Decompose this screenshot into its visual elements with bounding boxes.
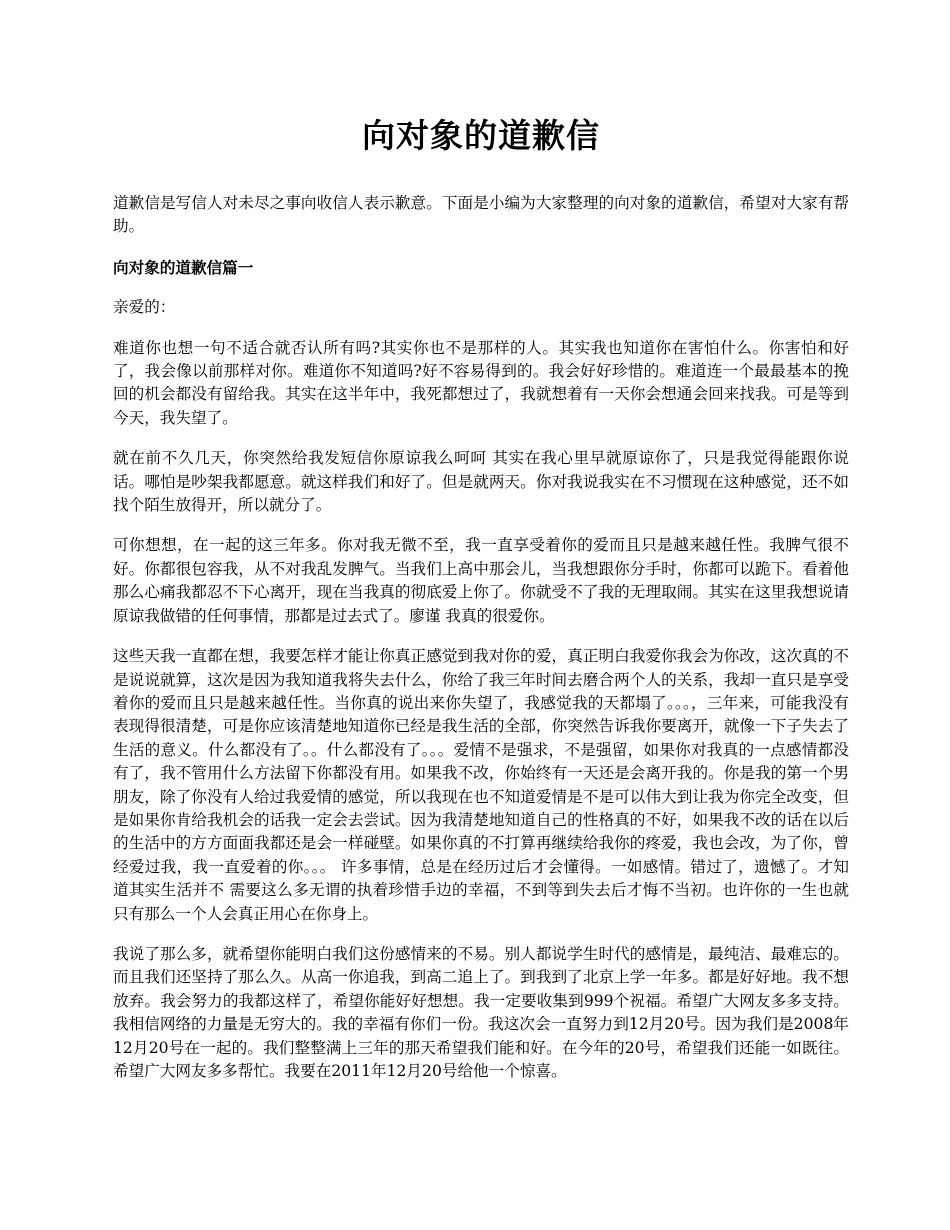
intro-paragraph: 道歉信是写信人对未尽之事向收信人表示歉意。下面是小编为大家整理的向对象的道歉信，希望对大家有帮助。 bbox=[113, 194, 849, 236]
body-paragraph: 这些天我一直都在想，我要怎样才能让你真正感觉到我对你的爱，真正明白我爱你我会为你改，这次真的不是说说就算，这次是因为我知道我将失去什么，你给了我三年时间去磨合两个人的关系，我却一直只是享受着你的爱而且只是越来越任性。当你真的说出来你失望了，我感觉我的天都塌了。。。，三年来，可能我没有表现得很清楚，可是你应该清楚地知道你已经是我生活的全部，你突然告诉我你要离开，就像一下子失去了生活的意义。什么都没有了。。什么都没有了。。。爱情不是强求，不是强留，如果你对我真的一点感情都没有了，我不管用什么方法留下你都没有用。如果我不改，你始终有一天还是会离开我的。你是我的第一个男朋友，除了你没有人给过我爱情的感觉，所以我现在也不知道爱情是不是可以伟大到让我为你完全改变，但是如果你肯给我机会的话我一定会去尝试。因为我清楚地知道自己的性格真的不好，如果我不改的话在以后的生活中的方方面面我都还是会一样碰壁。如果你真的不打算再继续给我你的疼爱，我也会改，为了你，曾经爱过我，我一直爱着的你。。。 许多事情，总是在经历过后才会懂得。一如感情。错过了，遗憾了。才知道其实生活并不 需要这么多无谓的执着珍惜手边的幸福，不到等到失去后才悔不当初。也许你的一生也就只有那么一个人会真正用心在你身上。 bbox=[113, 647, 849, 923]
section-heading: 向对象的道歉信篇一 bbox=[113, 257, 254, 277]
body-paragraph: 难道你也想一句不适合就否认所有吗?其实你也不是那样的人。其实我也知道你在害怕什么。你害怕和好了，我会像以前那样对你。难道你不知道吗?好不容易得到的。我会好好珍惜的。难道连一个最最基本的挽回的机会都没有留给我。其实在这半年中，我死都想过了，我就想着有一天你会想通会回来找我。可是等到今天，我失望了。 bbox=[113, 338, 849, 427]
salutation: 亲爱的： bbox=[113, 298, 176, 317]
body-paragraph: 就在前不久几天，你突然给我发短信你原谅我么呵呵 其实在我心里早就原谅你了，只是我觉得能跟你说话。哪怕是吵架我都愿意。就这样我们和好了。但是就两天。你对我说我实在不习惯现在这种感觉，还不如找个陌生放得开，所以就分了。 bbox=[113, 449, 849, 515]
body-paragraph: 我说了那么多，就希望你能明白我们这份感情来的不易。别人都说学生时代的感情是，最纯洁、最难忘的。而且我们还坚持了那么久。从高一你追我，到高二追上了。到我到了北京上学一年多。都是好好地。我不想放弃。我会努力的我都这样了，希望你能好好想想。我一定要收集到999个祝福。希望广大网友多多支持。我相信网络的力量是无穷大的。我的幸福有你们一份。我这次会一直努力到12月20号。因为我们是2008年12月20号在一起的。我们整整满上三年的那天希望我们能和好。在今年的20号，希望我们还能一如既往。希望广大网友多多帮忙。我要在2011年12月20号给他一个惊喜。 bbox=[113, 944, 849, 1080]
document-title: 向对象的道歉信 bbox=[362, 116, 600, 155]
document-page bbox=[113, 110, 849, 1100]
body-paragraph: 可你想想，在一起的这三年多。你对我无微不至，我一直享受着你的爱而且只是越来越任性。我脾气很不好。你都很包容我，从不对我乱发脾气。当我们上高中那会儿，当我想跟你分手时，你都可以跪下。看着他那么心痛我都忍不下心离开，现在当我真的彻底爱上你了。你就受不了我的无理取闹。其实在这里我想说请原谅我做错的任何事情，那都是过去式了。廖谨 我真的很爱你。 bbox=[113, 536, 849, 625]
